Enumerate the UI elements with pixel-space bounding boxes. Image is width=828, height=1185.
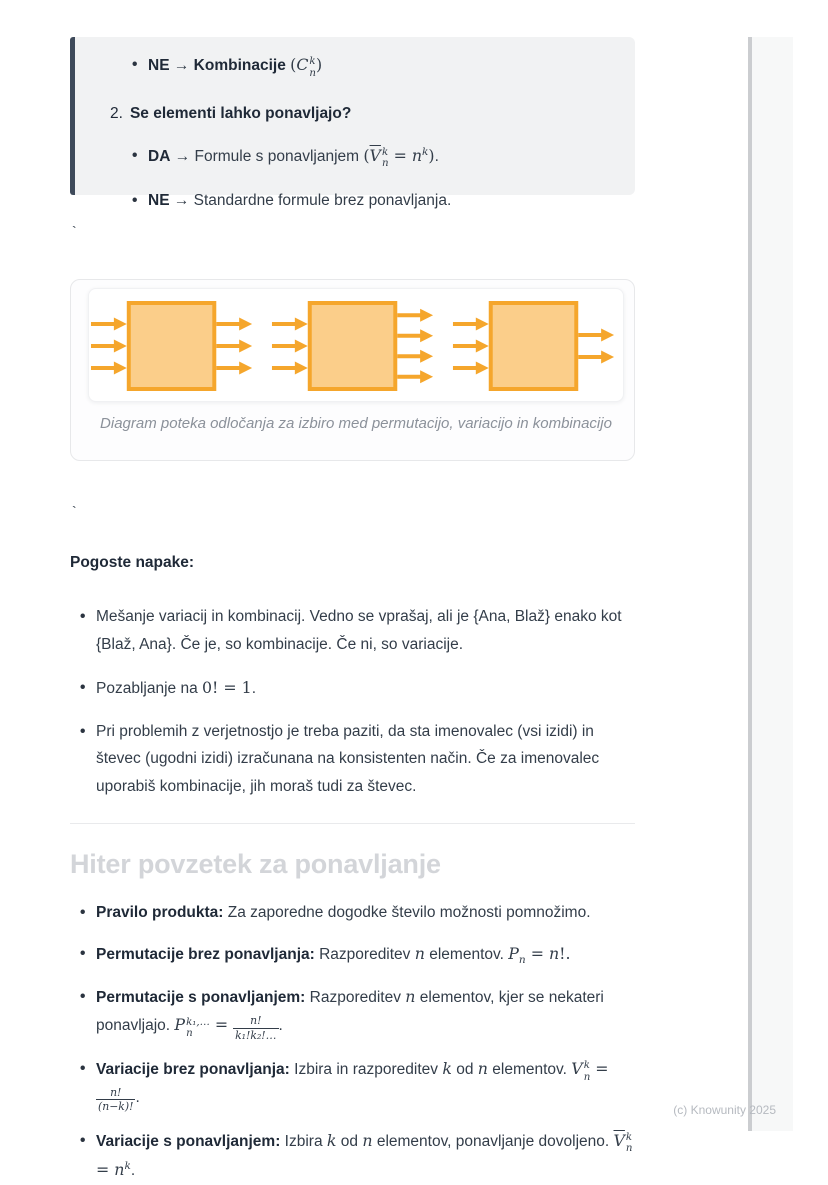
- bold-text: Variacije brez ponavljanja:: [96, 1061, 290, 1079]
- list-item: [96, 983, 635, 1043]
- list-item: [96, 1127, 635, 1185]
- math-expression: $n^k$: [411, 145, 429, 165]
- question-text: Se elementi lahko ponavljajo?: [129, 104, 352, 122]
- list-item: [96, 718, 635, 802]
- text: →: [169, 57, 194, 74]
- list-item: [148, 142, 617, 171]
- text: elementov.: [487, 1061, 572, 1079]
- bold-text: DA: [148, 147, 171, 165]
- summary-heading: Hiter povzetek za ponavljanje: [70, 849, 441, 880]
- figure-card: [70, 279, 635, 461]
- summary-list: [70, 899, 635, 1185]
- watermark: (c) Knowunity 2025: [673, 1103, 776, 1117]
- math-expression: V k n: [571, 1059, 591, 1083]
- text: Pozabljanje na: [96, 679, 202, 697]
- flow-diagram-svg: [89, 289, 623, 401]
- text: Pri problemih z verjetnostjo je treba paziti, da sta imenovalec (vsi izidi) in števec (ugodni izidi) izračunana na konsistenten način. Če za imenovalec uporabiš kombinacije, jih moraš tudi za števec.: [96, 722, 600, 796]
- text: Izbira in razporeditev: [289, 1061, 443, 1079]
- math-expression: n: [414, 943, 425, 963]
- scrollbar-thumb[interactable]: [748, 37, 752, 1131]
- math-expression: n: [362, 1130, 373, 1150]
- math-expression: $P_n$: [508, 943, 526, 966]
- math-expression: !.: [559, 943, 571, 963]
- rich-line: [96, 943, 571, 966]
- bold-text: NE: [148, 191, 170, 209]
- text: → Standardne formule brez ponavljanja.: [169, 191, 452, 209]
- callout-sublist: [75, 142, 617, 215]
- text: Razporeditev: [305, 988, 406, 1006]
- text: od: [451, 1061, 478, 1079]
- bold-text: Pravilo produkta:: [96, 903, 224, 921]
- math-expression: $\overline{V}$ k n: [613, 1130, 633, 1155]
- list-item: [148, 51, 617, 80]
- math-expression: =: [96, 1159, 115, 1179]
- flow-diagram-image: [88, 288, 624, 402]
- math-expression: $\frac{n!}{(n-k)!}$: [98, 1085, 134, 1114]
- text: Razporeditev: [314, 945, 415, 963]
- callout-list: [75, 51, 617, 80]
- list-item: [96, 674, 635, 703]
- math-expression: (: [290, 55, 297, 74]
- text: od: [336, 1132, 363, 1150]
- rich-line: [148, 55, 323, 79]
- bold-text: NE: [148, 57, 170, 74]
- section-divider: [70, 823, 635, 824]
- bold-text: Variacije s ponavljanjem:: [96, 1132, 281, 1150]
- item-number: 2.: [110, 104, 123, 122]
- stray-backtick: `: [72, 503, 77, 519]
- math-expression: P k₁,… n: [174, 1015, 210, 1040]
- list-item: [96, 603, 635, 659]
- mistakes-list: [70, 603, 635, 801]
- text: .: [130, 1161, 136, 1179]
- text: elementov, ponavljanje dovoljeno.: [372, 1132, 614, 1150]
- rich-line: [148, 192, 451, 209]
- list-item: [96, 899, 635, 927]
- text: .: [251, 679, 257, 697]
- math-expression: 0! = 1: [202, 677, 252, 697]
- math-expression: $\frac{n!}{\text{k₁!k₂!…}}$: [235, 1014, 277, 1042]
- list-item: [148, 187, 617, 215]
- list-item: [96, 940, 635, 970]
- math-expression: (: [363, 145, 370, 165]
- numbered-item: [75, 100, 617, 128]
- math-expression: n: [405, 986, 416, 1006]
- math-expression: $\overline{V}$ k n: [369, 145, 389, 170]
- math-expression: ): [428, 145, 435, 165]
- math-expression: C k n: [296, 55, 317, 79]
- text: elementov, kjer se nekateri ponavljajo.: [96, 988, 604, 1035]
- math-expression: ): [316, 55, 323, 74]
- text: Mešanje variacij in kombinacij. Vedno se vprašaj, ali je {Ana, Blaž} enako kot {Blaž, Ana}. Če je, so kombinacije. Če ni, so variacije.: [96, 607, 622, 653]
- math-expression: k: [442, 1059, 452, 1079]
- math-expression: =: [388, 145, 412, 165]
- bold-text: Kombinacije: [193, 57, 286, 74]
- rich-line: [96, 608, 622, 653]
- decision-callout: [70, 37, 635, 209]
- rich-line: [96, 677, 257, 697]
- list-item: [96, 1055, 635, 1114]
- text: elementov.: [424, 945, 509, 963]
- rich-line: [96, 904, 591, 921]
- math-expression: =: [525, 943, 549, 963]
- bold-text: Permutacije s ponavljanjem:: [96, 988, 306, 1006]
- text: .: [278, 1017, 283, 1035]
- document-content: [70, 0, 635, 1185]
- next-page-edge: [752, 37, 793, 1131]
- rich-line: [96, 986, 604, 1042]
- rich-line: [96, 1130, 633, 1179]
- text: .: [434, 147, 439, 165]
- rich-line: [96, 1059, 609, 1114]
- math-expression: n: [548, 943, 560, 963]
- rich-line: [96, 723, 599, 796]
- mistakes-title: Pogoste napake:: [70, 554, 195, 571]
- stray-backtick: `: [72, 223, 77, 239]
- math-expression: $n^k$: [114, 1159, 131, 1179]
- text: .: [135, 1089, 140, 1107]
- math-expression: =: [209, 1015, 234, 1035]
- math-expression: =: [590, 1059, 609, 1079]
- text: Izbira: [280, 1132, 327, 1150]
- bold-text: Permutacije brez ponavljanja:: [96, 945, 315, 963]
- math-expression: k: [326, 1130, 337, 1150]
- text: Za zaporedne dogodke število možnosti pomnožimo.: [223, 903, 591, 921]
- figure-caption: Diagram poteka odločanja za izbiro med permutacijo, variacijo in kombinacijo: [100, 415, 612, 432]
- rich-line: [148, 145, 439, 170]
- math-expression: n: [477, 1059, 488, 1079]
- text: → Formule s ponavljanjem: [170, 147, 364, 165]
